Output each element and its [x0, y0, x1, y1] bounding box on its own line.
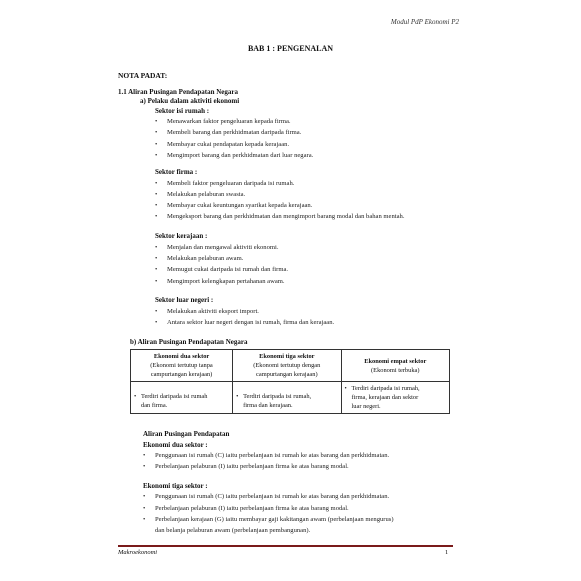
sector-label-luar: Sektor luar negeri : — [155, 296, 214, 304]
chapter-title: BAB 1 : PENGENALAN — [247, 44, 334, 53]
list-item: • Melakukan pelaburan awam. — [167, 255, 243, 262]
subsection-a: a) Pelaku dalam aktiviti ekonomi — [140, 97, 240, 105]
list-item: • Menjalan dan mengawal aktiviti ekonomi. — [167, 244, 279, 251]
list-item: • Perbelanjaan pelaburan (I) iaitu perbelanjaan firma ke atas barang modal. — [155, 463, 349, 470]
table-header-cell: Ekonomi tiga sektor (Ekonomi tertutup dengan campurtangan kerajaan) — [233, 350, 341, 382]
list-item-continuation: dan belanja pelaburan awam (perbelanjaan pembangunan). — [155, 527, 311, 534]
list-item: • Memugut cukai daripada isi rumah dan firma. — [167, 266, 288, 273]
list-item: • Melakukan aktiviti eksport import. — [167, 308, 259, 315]
table-cell: • Terdiri daripada isi rumah, firma dan kerajaan. — [233, 382, 341, 414]
list-item: • Mengeksport barang dan perkhidmatan dan mengimport barang modal dan bahan mentah. — [167, 213, 405, 220]
subsection-b: b) Aliran Pusingan Pendapatan Negara — [130, 338, 248, 346]
page-number: 1 — [445, 549, 449, 556]
list-item: • Penggunaan isi rumah (C) iaitu perbelanjaan isi rumah ke atas barang dan perkhidmatan. — [155, 493, 389, 500]
list-item: • Antara sektor luar negeri dengan isi rumah, firma dan kerajaan. — [167, 319, 334, 326]
list-item: • Membayar cukai pendapatan kepada kerajaan. — [167, 141, 289, 148]
list-item: • Melakukan pelaburan swasta. — [167, 191, 245, 198]
dua-sektor-label: Ekonomi dua sektor : — [143, 441, 208, 449]
list-item: • Membeli barang dan perkhidmatan daripada firma. — [167, 129, 301, 136]
tiga-sektor-label: Ekonomi tiga sektor : — [143, 482, 208, 490]
aliran-heading: Aliran Pusingan Pendapatan — [143, 430, 230, 438]
list-item: • Mengimport barang dan perkhidmatan dari luar negara. — [167, 152, 313, 159]
footer-title: Makroekonomi — [118, 549, 158, 556]
list-item: • Penggunaan isi rumah (C) iaitu perbelanjaan isi rumah ke atas barang dan perkhidmatan. — [155, 452, 389, 459]
section-heading: 1.1 Aliran Pusingan Pendapatan Negara — [118, 88, 238, 96]
table-cell: • Terdiri daripada isi rumah, firma, kerajaan dan sektor luar negeri. — [341, 382, 449, 414]
table-header-cell: Ekonomi dua sektor (Ekonomi tertutup tanpa campurtangan kerajaan) — [131, 350, 233, 382]
list-item: • Perbelanjaan kerajaan (G) iaitu membayar gaji kakitangan awam (perbelanjaan mengurus) — [155, 516, 394, 523]
table-header-row — [131, 350, 450, 382]
footer-divider — [118, 545, 453, 547]
table-header-cell: Ekonomi empat sektor (Ekonomi terbuka) — [341, 350, 449, 382]
module-header: Modul PdP Ekonomi P2 — [390, 18, 459, 26]
sector-label-rumah: Sektor isi rumah : — [155, 107, 210, 115]
nota-heading: NOTA PADAT: — [118, 71, 168, 80]
list-item: • Perbelanjaan pelaburan (I) iaitu perbelanjaan firma ke atas barang modal. — [155, 505, 349, 512]
sector-table — [130, 349, 450, 414]
list-item: • Membayar cukai keuntungan syarikat kepada kerajaan. — [167, 202, 312, 209]
list-item: • Membeli faktor pengeluaran daripada isi rumah. — [167, 180, 294, 187]
sector-label-firma: Sektor firma : — [155, 168, 198, 176]
sector-label-kerajaan: Sektor kerajaan : — [155, 232, 208, 240]
table-row — [131, 382, 450, 414]
table-cell: • Terdiri daripada isi rumah dan firma. — [131, 382, 233, 414]
list-item: • Mengimport kelengkapan pertahanan awam. — [167, 278, 285, 285]
list-item: • Menawarkan faktor pengeluaran kepada firma. — [167, 118, 291, 125]
